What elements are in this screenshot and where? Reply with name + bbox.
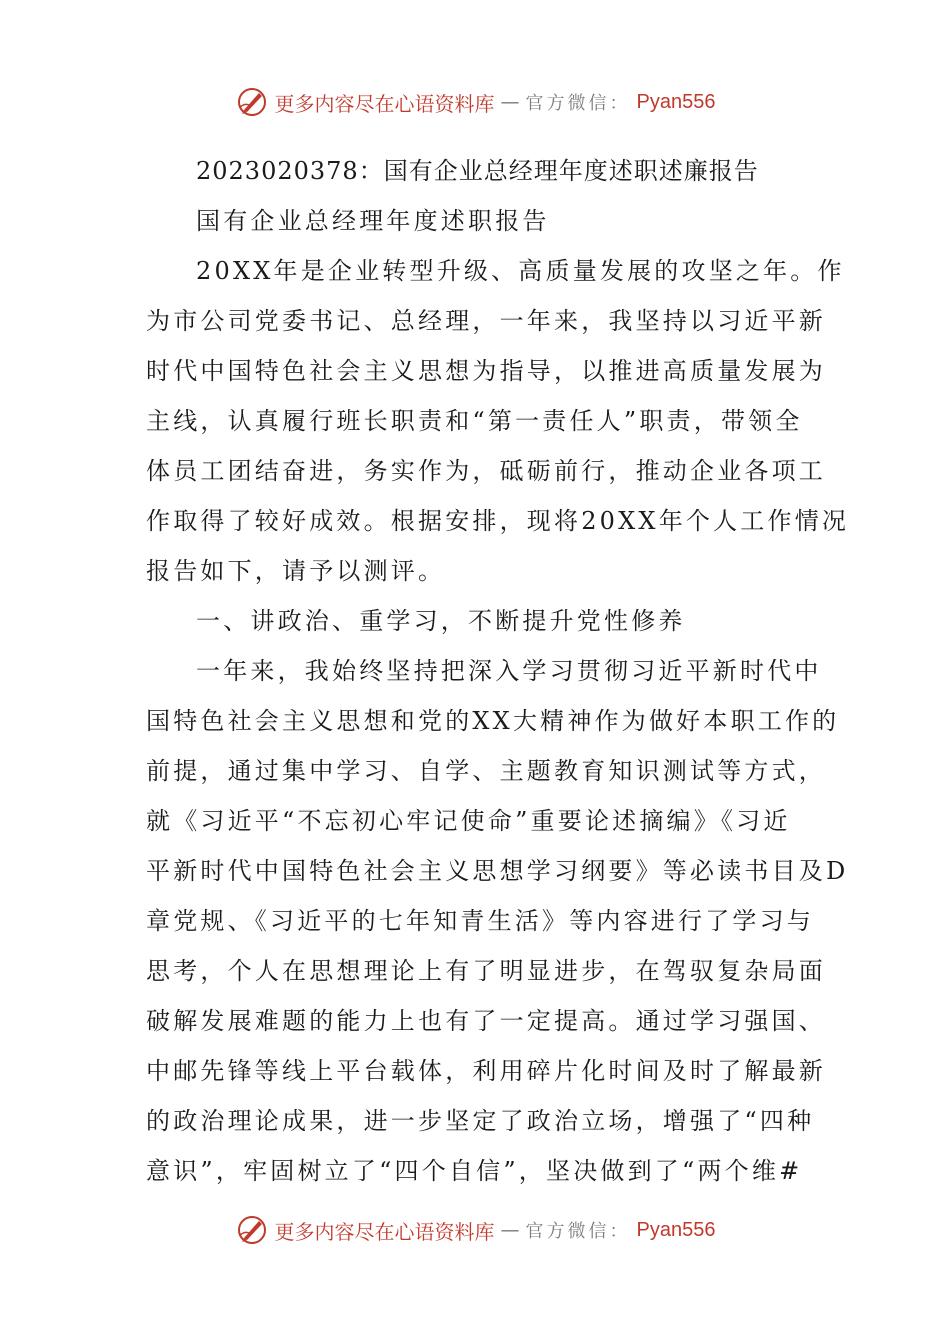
watermark-label: 官方微信： [525,93,631,114]
paragraph-line: 报告如下，请予以测评。 [146,557,446,585]
watermark-footer [0,1210,950,1250]
paragraph-line: 为市公司党委书记、总经理，一年来，我坚持以习近平新 [146,307,826,335]
paragraph-line: 体员工团结奋进，务实作为，砥砺前行，推动企业各项工 [146,457,826,485]
paragraph-line: 的政治理论成果，进一步坚定了政治立场，增强了“四种 [146,1107,815,1135]
paragraph-line: 破解发展难题的能力上也有了一定提高。通过学习强国、 [146,1007,826,1035]
paragraph-line: 时代中国特色社会主义思想为指导，以推进高质量发展为 [146,357,826,385]
paragraph-line: 一年来，我始终坚持把深入学习贯彻习近平新时代中 [196,657,822,685]
pen-logo-icon [235,1213,269,1247]
paragraph-line: 思考，个人在思想理论上有了明显进步，在驾驭复杂局面 [146,957,826,985]
document-title: 国有企业总经理年度述职报告 [196,207,550,235]
paragraph-line: 作取得了较好成效。根据安排，现将20XX年个人工作情况 [146,507,850,535]
paragraph-line: 前提，通过集中学习、自学、主题教育知识测试等方式， [146,757,826,785]
paragraph-line: 章党规、《习近平的七年知青生活》等内容进行了学习与 [146,907,814,935]
document-body [146,146,850,1196]
watermark-separator: — [500,1219,520,1241]
watermark-separator: — [500,91,520,113]
watermark-label: 官方微信： [525,1221,631,1242]
pen-logo-icon [235,85,269,119]
document-code-title: 2023020378：国有企业总经理年度述职述廉报告 [196,157,759,185]
paragraph-line: 就《习近平“不忘初心牢记使命”重要论述摘编》《习近 [146,807,791,835]
paragraph-line: 主线，认真履行班长职责和“第一责任人”职责，带领全 [146,407,803,435]
paragraph-line: 国特色社会主义思想和党的XX大精神作为做好本职工作的 [146,707,840,735]
paragraph-line: 平新时代中国特色社会主义思想学习纲要》等必读书目及D [146,857,849,885]
watermark-header [0,82,950,122]
watermark-brand: 更多内容尽在心语资料库 [274,91,495,116]
section-heading: 一、讲政治、重学习，不断提升党性修养 [196,607,686,635]
paragraph-line: 中邮先锋等线上平台载体，利用碎片化时间及时了解最新 [146,1057,826,1085]
paragraph-line: 意识”，牢固树立了“四个自信”，坚决做到了“两个维# [146,1157,803,1185]
paragraph-line: 20XX年是企业转型升级、高质量发展的攻坚之年。作 [196,257,845,285]
watermark-id: Pyan556 [636,1218,716,1241]
watermark-brand: 更多内容尽在心语资料库 [274,1219,495,1244]
watermark-id: Pyan556 [636,90,716,113]
